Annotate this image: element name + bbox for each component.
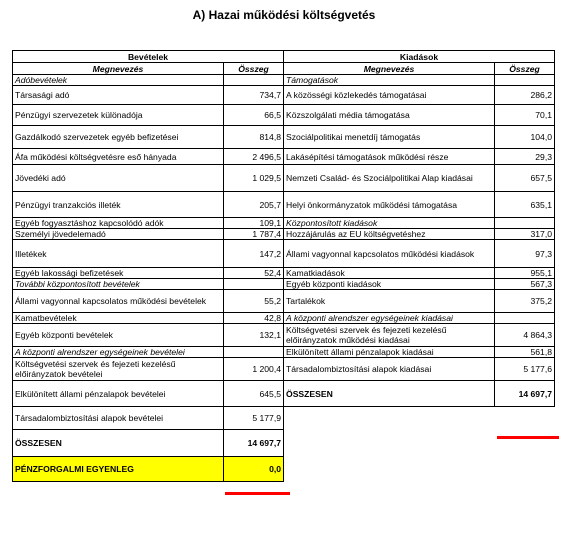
expenditure-item-amount: 635,1	[495, 192, 555, 218]
table-row	[13, 324, 555, 347]
expenditure-item-amount: 561,8	[495, 347, 555, 358]
expenditure-item-name: Elkülönített állami pénzalapok kiadásai	[284, 347, 495, 358]
revenue-item-amount	[224, 279, 284, 290]
table-row	[13, 347, 555, 358]
expenditure-item-name: ÖSSZESEN	[284, 381, 495, 407]
revenue-item-amount: 147,2	[224, 240, 284, 268]
expenditure-item-name	[284, 430, 495, 457]
expenditure-item-name: Támogatások	[284, 75, 495, 86]
expenditure-item-name	[284, 457, 495, 482]
table-row	[13, 192, 555, 218]
revenue-item-amount: 1 200,4	[224, 358, 284, 381]
table-row	[13, 407, 555, 430]
expenditure-item-name: Egyéb központi kiadások	[284, 279, 495, 290]
revenues-amount-header: Összeg	[224, 63, 284, 75]
expenditure-item-name: Kamatkiadások	[284, 268, 495, 279]
table-row	[13, 313, 555, 324]
revenue-item-amount: 1 787,4	[224, 229, 284, 240]
revenue-item-amount: 42,8	[224, 313, 284, 324]
table-row	[13, 86, 555, 105]
revenue-item-name: Illetékek	[13, 240, 224, 268]
table-row	[13, 75, 555, 86]
expenditure-item-amount	[495, 75, 555, 86]
expenditure-item-name: Központosított kiadások	[284, 218, 495, 229]
revenue-item-name: Adóbevételek	[13, 75, 224, 86]
revenue-item-amount: 2 496,5	[224, 149, 284, 165]
expenditure-item-amount: 97,3	[495, 240, 555, 268]
expenditures-name-header: Megnevezés	[284, 63, 495, 75]
revenue-item-amount: 55,2	[224, 290, 284, 313]
revenue-item-amount: 645,5	[224, 381, 284, 407]
revenue-item-amount: 0,0	[224, 457, 284, 482]
expenditure-item-amount: 29,3	[495, 149, 555, 165]
expenditure-item-amount	[495, 457, 555, 482]
red-underline-revenues-total	[225, 492, 290, 495]
expenditure-item-name: Állami vagyonnal kapcsolatos működési kiadások	[284, 240, 495, 268]
revenue-item-name: Egyéb központi bevételek	[13, 324, 224, 347]
page-title: A) Hazai működési költségvetés	[192, 8, 376, 22]
revenue-item-name: Áfa működési költségvetésre eső hányada	[13, 149, 224, 165]
expenditure-item-amount: 286,2	[495, 86, 555, 105]
table-row	[13, 149, 555, 165]
revenue-item-name: Egyéb lakossági befizetések	[13, 268, 224, 279]
expenditure-item-amount	[495, 430, 555, 457]
revenue-item-amount: 1 029,5	[224, 165, 284, 192]
expenditure-item-name: Tartalékok	[284, 290, 495, 313]
expenditure-item-name: Társadalombiztosítási alapok kiadásai	[284, 358, 495, 381]
expenditure-item-name: Szociálpolitikai menetdíj támogatás	[284, 126, 495, 149]
expenditure-item-amount: 375,2	[495, 290, 555, 313]
revenue-item-name: Kamatbevételek	[13, 313, 224, 324]
expenditures-header: Kiadások	[284, 51, 555, 63]
expenditure-item-amount: 104,0	[495, 126, 555, 149]
revenue-item-name: Pénzügyi szervezetek különadója	[13, 105, 224, 126]
revenue-item-name: Személyi jövedelemadó	[13, 229, 224, 240]
expenditures-amount-header: Összeg	[495, 63, 555, 75]
budget-table	[12, 50, 555, 482]
expenditure-item-name	[284, 407, 495, 430]
expenditure-item-amount: 14 697,7	[495, 381, 555, 407]
expenditure-item-amount	[495, 313, 555, 324]
table-row	[13, 381, 555, 407]
table-row	[13, 218, 555, 229]
expenditure-item-amount	[495, 218, 555, 229]
revenue-item-name: Állami vagyonnal kapcsolatos működési bevételek	[13, 290, 224, 313]
revenue-item-amount: 52,4	[224, 268, 284, 279]
revenue-item-name: Társadalombiztosítási alapok bevételei	[13, 407, 224, 430]
table-row	[13, 229, 555, 240]
revenue-item-name: Költségvetési szervek és fejezeti kezelésű előirányzatok bevételei	[13, 358, 224, 381]
expenditure-item-name: Költségvetési szervek és fejezeti kezelésű előirányzatok működési kiadásai	[284, 324, 495, 347]
table-row	[13, 105, 555, 126]
revenue-item-amount: 14 697,7	[224, 430, 284, 457]
expenditure-item-name: Helyi önkormányzatok működési támogatása	[284, 192, 495, 218]
revenues-header: Bevételek	[13, 51, 284, 63]
table-row	[13, 290, 555, 313]
table-row	[13, 240, 555, 268]
table-row	[13, 279, 555, 290]
table-row	[13, 358, 555, 381]
expenditure-item-name: Hozzájárulás az EU költségvetéshez	[284, 229, 495, 240]
revenue-item-amount	[224, 75, 284, 86]
revenue-item-name: Pénzügyi tranzakciós illeték	[13, 192, 224, 218]
revenue-item-amount: 5 177,9	[224, 407, 284, 430]
expenditure-item-amount: 567,3	[495, 279, 555, 290]
revenue-item-name: Gazdálkodó szervezetek egyéb befizetései	[13, 126, 224, 149]
expenditure-item-amount: 955,1	[495, 268, 555, 279]
revenue-item-amount: 205,7	[224, 192, 284, 218]
revenue-item-name: További központosított bevételek	[13, 279, 224, 290]
revenue-item-name: ÖSSZESEN	[13, 430, 224, 457]
table-row	[13, 457, 555, 482]
expenditure-item-amount: 657,5	[495, 165, 555, 192]
expenditure-item-name: Lakásépítési támogatások működési része	[284, 149, 495, 165]
revenue-item-name: A központi alrendszer egységeinek bevételei	[13, 347, 224, 358]
revenue-item-amount	[224, 347, 284, 358]
red-underline-expenditures-total	[497, 436, 559, 439]
table-row	[13, 268, 555, 279]
expenditure-item-amount: 4 864,3	[495, 324, 555, 347]
revenues-name-header: Megnevezés	[13, 63, 224, 75]
table-row	[13, 126, 555, 149]
expenditure-item-amount: 70,1	[495, 105, 555, 126]
expenditure-item-name: A közösségi közlekedés támogatásai	[284, 86, 495, 105]
revenue-item-amount: 66,5	[224, 105, 284, 126]
expenditure-item-amount: 5 177,6	[495, 358, 555, 381]
revenue-item-amount: 734,7	[224, 86, 284, 105]
expenditure-item-name: Nemzeti Család- és Szociálpolitikai Alap kiadásai	[284, 165, 495, 192]
expenditure-item-amount: 317,0	[495, 229, 555, 240]
expenditure-item-name: A központi alrendszer egységeinek kiadásai	[284, 313, 495, 324]
expenditure-item-name: Közszolgálati média támogatása	[284, 105, 495, 126]
table-row	[13, 165, 555, 192]
revenue-item-name: PÉNZFORGALMI EGYENLEG	[13, 457, 224, 482]
revenue-item-name: Egyéb fogyasztáshoz kapcsolódó adók	[13, 218, 224, 229]
table-row	[13, 430, 555, 457]
revenue-item-amount: 109,1	[224, 218, 284, 229]
revenue-item-amount: 132,1	[224, 324, 284, 347]
revenue-item-name: Társasági adó	[13, 86, 224, 105]
revenue-item-name: Elkülönített állami pénzalapok bevételei	[13, 381, 224, 407]
revenue-item-amount: 814,8	[224, 126, 284, 149]
revenue-item-name: Jövedéki adó	[13, 165, 224, 192]
expenditure-item-amount	[495, 407, 555, 430]
